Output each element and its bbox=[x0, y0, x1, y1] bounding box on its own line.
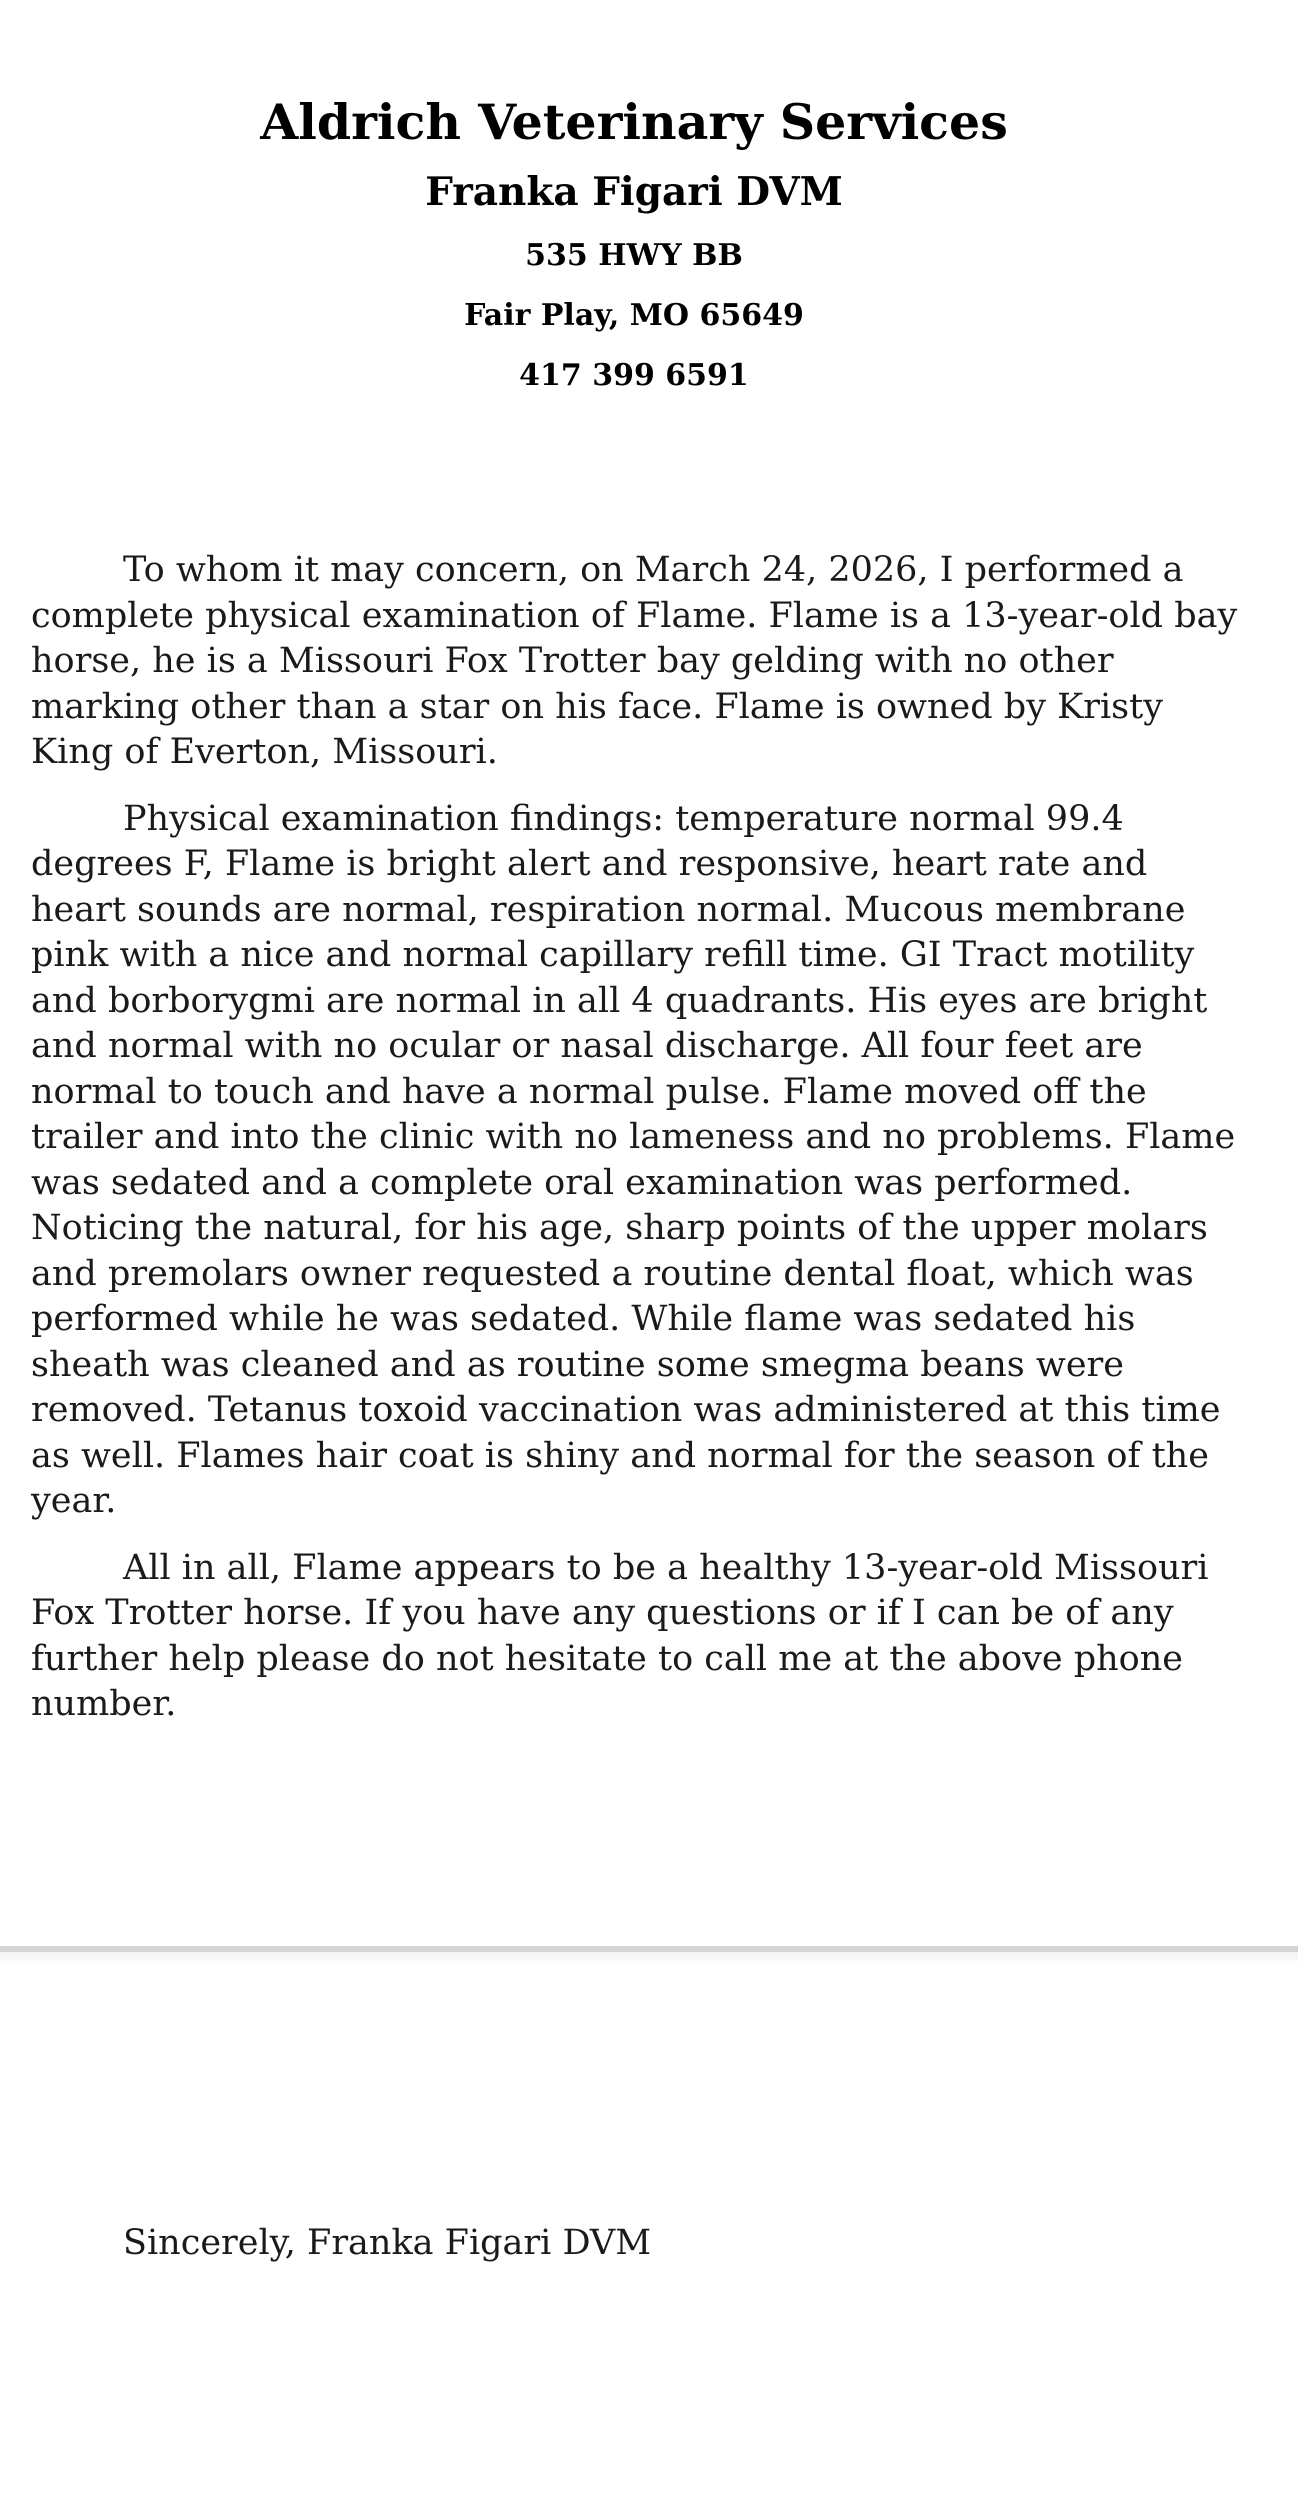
phone-number: 417 399 6591 bbox=[519, 358, 749, 393]
practice-name: Aldrich Veterinary Services bbox=[260, 93, 1008, 151]
paragraph-introduction: To whom it may concern, on March 24, 2026, I performed a complete physical examination of Flame. Flame is a 13-year-old bay horse, he is a Missouri Fox Trotter bay gelding with no other marking other than a star on his face. Flame is owned by Kristy King of Everton, Missouri. bbox=[31, 550, 1238, 772]
page-break-shadow bbox=[0, 1952, 1298, 1966]
paragraph-exam-findings: Physical examination findings: temperature normal 99.4 degrees F, Flame is bright alert and responsive, heart rate and heart sounds are normal, respiration normal. Mucous membrane pink with a nice and normal capillary refill time. GI Tract motility and borborygmi are normal in all 4 quadrants. His eyes are bright and normal with no ocular or nasal discharge. All four feet are normal to touch and have a normal pulse. Flame moved off the trailer and into the clinic with no lameness and no problems. Flame was sedated and a complete oral examination was performed. Noticing the natural, for his age, sharp points of the upper molars and premolars owner requested a routine dental float, which was performed while he was sedated. While flame was sedated his sheath was cleaned and as routine some smegma beans were removed. Tetanus toxoid vaccination was administered at this time as well. Flames hair coat is shiny and normal for the season of the year. bbox=[31, 798, 1236, 1521]
closing-signature: Sincerely, Franka Figari DVM bbox=[123, 2223, 652, 2263]
letter-body bbox=[31, 548, 1247, 1749]
veterinarian-name: Franka Figari DVM bbox=[425, 169, 843, 215]
address-city-state-zip: Fair Play, MO 65649 bbox=[464, 298, 804, 333]
paragraph-conclusion: All in all, Flame appears to be a healthy 13-year-old Missouri Fox Trotter horse. If you have any questions or if I can be of any further help please do not hesitate to call me at the above phone number. bbox=[31, 1547, 1209, 1724]
letterhead bbox=[0, 88, 1268, 406]
address-street: 535 HWY BB bbox=[525, 238, 743, 273]
